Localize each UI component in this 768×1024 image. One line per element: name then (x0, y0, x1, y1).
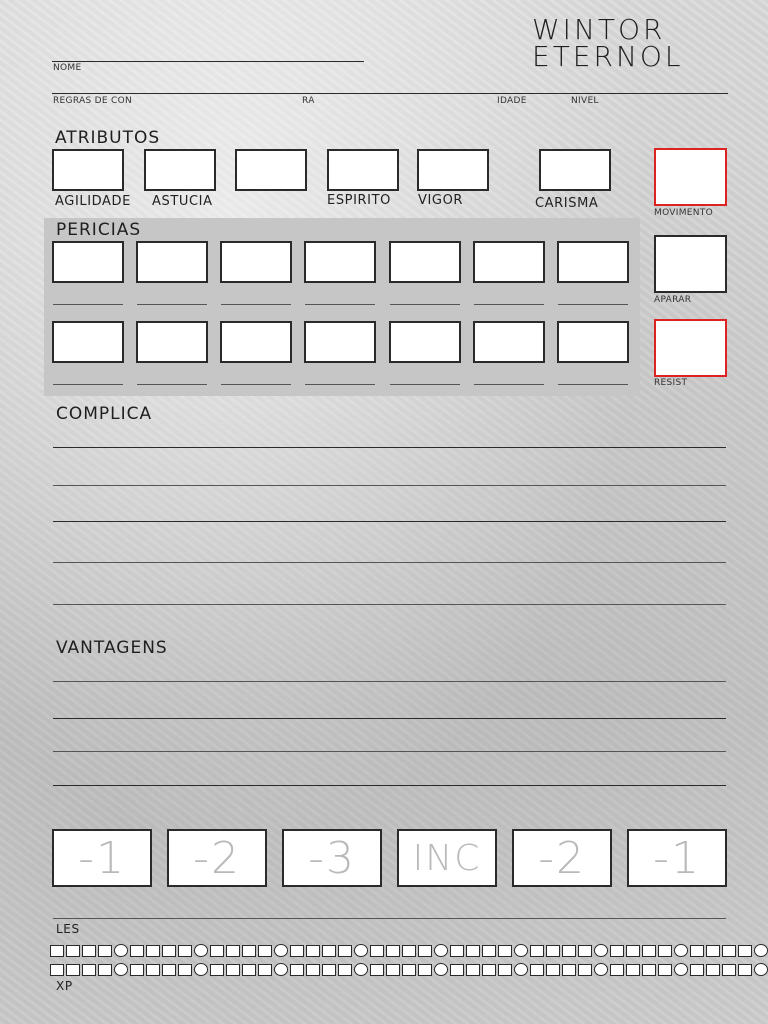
tracker-checkbox[interactable] (130, 964, 144, 976)
tracker-checkbox[interactable] (690, 945, 704, 957)
attr-label-vigor: VIGOR (418, 193, 464, 208)
tracker-checkbox[interactable] (338, 964, 352, 976)
ra-label: RA (302, 96, 315, 106)
tracker-checkbox[interactable] (642, 945, 656, 957)
tracker-checkbox[interactable] (306, 964, 320, 976)
tracker-circle[interactable] (194, 944, 208, 957)
aparar-label: APARAR (654, 295, 692, 305)
tracker-checkbox[interactable] (50, 964, 64, 976)
tracker-checkbox[interactable] (322, 945, 336, 957)
tracker-checkbox[interactable] (322, 964, 336, 976)
tracker-checkbox[interactable] (258, 945, 272, 957)
complica-line[interactable] (53, 521, 726, 522)
nome-field[interactable] (52, 61, 364, 62)
tracker-checkbox[interactable] (466, 964, 480, 976)
penalty-box-minus1-b[interactable]: -1 (627, 829, 727, 887)
attr-box-blank[interactable] (235, 149, 307, 191)
tracker-circle[interactable] (754, 944, 768, 957)
tracker-checkbox[interactable] (690, 964, 704, 976)
tracker-checkbox[interactable] (290, 964, 304, 976)
tracker-checkbox[interactable] (642, 964, 656, 976)
tracker-checkbox[interactable] (706, 964, 720, 976)
tracker-circle[interactable] (354, 944, 368, 957)
tracker-checkbox[interactable] (738, 945, 752, 957)
tracker-checkbox[interactable] (466, 945, 480, 957)
tracker-checkbox[interactable] (338, 945, 352, 957)
les-line (53, 918, 726, 919)
attr-label-espirito: ESPIRITO (327, 193, 391, 208)
pericia-name-line[interactable] (221, 304, 291, 305)
pericia-box[interactable] (52, 241, 124, 283)
movimento-label: MOVIMENTO (654, 208, 713, 218)
tracker-checkbox[interactable] (482, 964, 496, 976)
xp-tracker-row[interactable] (50, 963, 768, 976)
tracker-checkbox[interactable] (418, 945, 432, 957)
penalty-box-minus2-b[interactable]: -2 (512, 829, 612, 887)
tracker-checkbox[interactable] (738, 964, 752, 976)
idade-label: IDADE (497, 96, 527, 106)
regras-label: REGRAS DE CON (53, 96, 133, 106)
aparar-box[interactable] (654, 235, 727, 293)
tracker-checkbox[interactable] (562, 964, 576, 976)
pericia-box[interactable] (220, 321, 292, 363)
tracker-checkbox[interactable] (226, 945, 240, 957)
complica-line[interactable] (53, 485, 726, 486)
tracker-checkbox[interactable] (210, 945, 224, 957)
pericia-box[interactable] (557, 321, 629, 363)
tracker-circle[interactable] (674, 963, 688, 976)
pericias-title: PERICIAS (56, 220, 142, 240)
tracker-checkbox[interactable] (370, 964, 384, 976)
tracker-checkbox[interactable] (450, 964, 464, 976)
pericia-name-line[interactable] (390, 384, 460, 385)
tracker-checkbox[interactable] (162, 964, 176, 976)
tracker-checkbox[interactable] (242, 964, 256, 976)
pericia-box[interactable] (473, 321, 545, 363)
pericia-box[interactable] (473, 241, 545, 283)
tracker-circle[interactable] (114, 963, 128, 976)
tracker-circle[interactable] (434, 963, 448, 976)
penalty-box-inc[interactable]: INC (397, 829, 497, 887)
atributos-title: ATRIBUTOS (55, 128, 161, 148)
tracker-circle[interactable] (194, 963, 208, 976)
vantagens-line[interactable] (53, 751, 726, 752)
tracker-checkbox[interactable] (658, 964, 672, 976)
tracker-checkbox[interactable] (146, 945, 160, 957)
penalty-box-minus3[interactable]: -3 (282, 829, 382, 887)
tracker-circle[interactable] (674, 944, 688, 957)
les-tracker-row[interactable] (50, 944, 768, 957)
pericia-name-line[interactable] (558, 304, 628, 305)
tracker-checkbox[interactable] (146, 964, 160, 976)
pericia-name-line[interactable] (474, 384, 544, 385)
xp-label: XP (56, 979, 73, 993)
tracker-checkbox[interactable] (386, 945, 400, 957)
nome-label: NOME (53, 63, 82, 73)
pericia-name-line[interactable] (390, 304, 460, 305)
info-line[interactable] (52, 93, 728, 94)
resist-box[interactable] (654, 319, 727, 377)
tracker-checkbox[interactable] (562, 945, 576, 957)
tracker-circle[interactable] (594, 963, 608, 976)
tracker-checkbox[interactable] (370, 945, 384, 957)
tracker-checkbox[interactable] (82, 945, 96, 957)
tracker-checkbox[interactable] (82, 964, 96, 976)
tracker-checkbox[interactable] (530, 964, 544, 976)
tracker-checkbox[interactable] (386, 964, 400, 976)
tracker-checkbox[interactable] (530, 945, 544, 957)
tracker-checkbox[interactable] (610, 964, 624, 976)
tracker-checkbox[interactable] (402, 964, 416, 976)
tracker-checkbox[interactable] (546, 945, 560, 957)
tracker-checkbox[interactable] (578, 964, 592, 976)
pericia-box[interactable] (52, 321, 124, 363)
resist-label: RESIST (654, 378, 688, 388)
pericia-box[interactable] (136, 321, 208, 363)
tracker-checkbox[interactable] (98, 964, 112, 976)
movimento-box[interactable] (654, 148, 727, 206)
tracker-checkbox[interactable] (626, 964, 640, 976)
tracker-checkbox[interactable] (722, 964, 736, 976)
les-label: LES (56, 922, 80, 936)
tracker-checkbox[interactable] (498, 945, 512, 957)
pericia-box[interactable] (220, 241, 292, 283)
tracker-checkbox[interactable] (546, 964, 560, 976)
tracker-checkbox[interactable] (98, 945, 112, 957)
pericia-name-line[interactable] (137, 384, 207, 385)
attr-label-astucia: ASTUCIA (152, 194, 213, 209)
pericia-box[interactable] (389, 241, 461, 283)
tracker-circle[interactable] (514, 944, 528, 957)
logo-line-2: ETERNOL (532, 40, 684, 73)
tracker-checkbox[interactable] (210, 964, 224, 976)
attr-box-astucia[interactable] (144, 149, 216, 191)
pericia-box[interactable] (304, 241, 376, 283)
tracker-checkbox[interactable] (578, 945, 592, 957)
pericia-name-line[interactable] (53, 304, 123, 305)
tracker-circle[interactable] (514, 963, 528, 976)
penalty-box-minus1[interactable]: -1 (52, 829, 152, 887)
tracker-checkbox[interactable] (482, 945, 496, 957)
pericia-name-line[interactable] (53, 384, 123, 385)
tracker-checkbox[interactable] (290, 945, 304, 957)
pericia-box[interactable] (136, 241, 208, 283)
tracker-checkbox[interactable] (130, 945, 144, 957)
tracker-checkbox[interactable] (498, 964, 512, 976)
tracker-checkbox[interactable] (66, 964, 80, 976)
vantagens-line[interactable] (53, 718, 726, 719)
vantagens-line[interactable] (53, 681, 726, 682)
tracker-circle[interactable] (114, 944, 128, 957)
tracker-circle[interactable] (274, 963, 288, 976)
tracker-checkbox[interactable] (658, 945, 672, 957)
tracker-circle[interactable] (594, 944, 608, 957)
tracker-checkbox[interactable] (706, 945, 720, 957)
tracker-checkbox[interactable] (162, 945, 176, 957)
tracker-checkbox[interactable] (242, 945, 256, 957)
tracker-checkbox[interactable] (306, 945, 320, 957)
pericia-box[interactable] (304, 321, 376, 363)
tracker-circle[interactable] (434, 944, 448, 957)
vantagens-title: VANTAGENS (56, 638, 168, 658)
tracker-circle[interactable] (274, 944, 288, 957)
complica-line[interactable] (53, 447, 726, 448)
vantagens-line[interactable] (53, 785, 726, 786)
attr-box-espirito[interactable] (327, 149, 399, 191)
attr-label-carisma: CARISMA (535, 196, 599, 211)
pericia-name-line[interactable] (305, 384, 375, 385)
complica-line[interactable] (53, 562, 726, 563)
logo (532, 13, 684, 73)
penalty-box-minus2[interactable]: -2 (167, 829, 267, 887)
tracker-checkbox[interactable] (610, 945, 624, 957)
attr-box-agilidade[interactable] (52, 149, 124, 191)
pericia-box[interactable] (389, 321, 461, 363)
pericia-name-line[interactable] (474, 304, 544, 305)
tracker-checkbox[interactable] (66, 945, 80, 957)
tracker-checkbox[interactable] (402, 945, 416, 957)
pericia-box[interactable] (557, 241, 629, 283)
complica-line[interactable] (53, 604, 726, 605)
tracker-checkbox[interactable] (418, 964, 432, 976)
tracker-checkbox[interactable] (226, 964, 240, 976)
attr-box-vigor[interactable] (417, 149, 489, 191)
tracker-circle[interactable] (754, 963, 768, 976)
tracker-checkbox[interactable] (626, 945, 640, 957)
tracker-checkbox[interactable] (722, 945, 736, 957)
tracker-checkbox[interactable] (50, 945, 64, 957)
tracker-checkbox[interactable] (258, 964, 272, 976)
pericia-name-line[interactable] (137, 304, 207, 305)
pericia-name-line[interactable] (305, 304, 375, 305)
nivel-label: NIVEL (571, 96, 599, 106)
attr-box-carisma[interactable] (539, 149, 611, 191)
attr-label-agilidade: AGILIDADE (55, 194, 131, 209)
tracker-checkbox[interactable] (178, 964, 192, 976)
tracker-checkbox[interactable] (450, 945, 464, 957)
logo-line-1: WINTOR (532, 13, 666, 46)
pericia-name-line[interactable] (558, 384, 628, 385)
complica-title: COMPLICA (56, 404, 153, 424)
tracker-checkbox[interactable] (178, 945, 192, 957)
pericia-name-line[interactable] (221, 384, 291, 385)
tracker-circle[interactable] (354, 963, 368, 976)
